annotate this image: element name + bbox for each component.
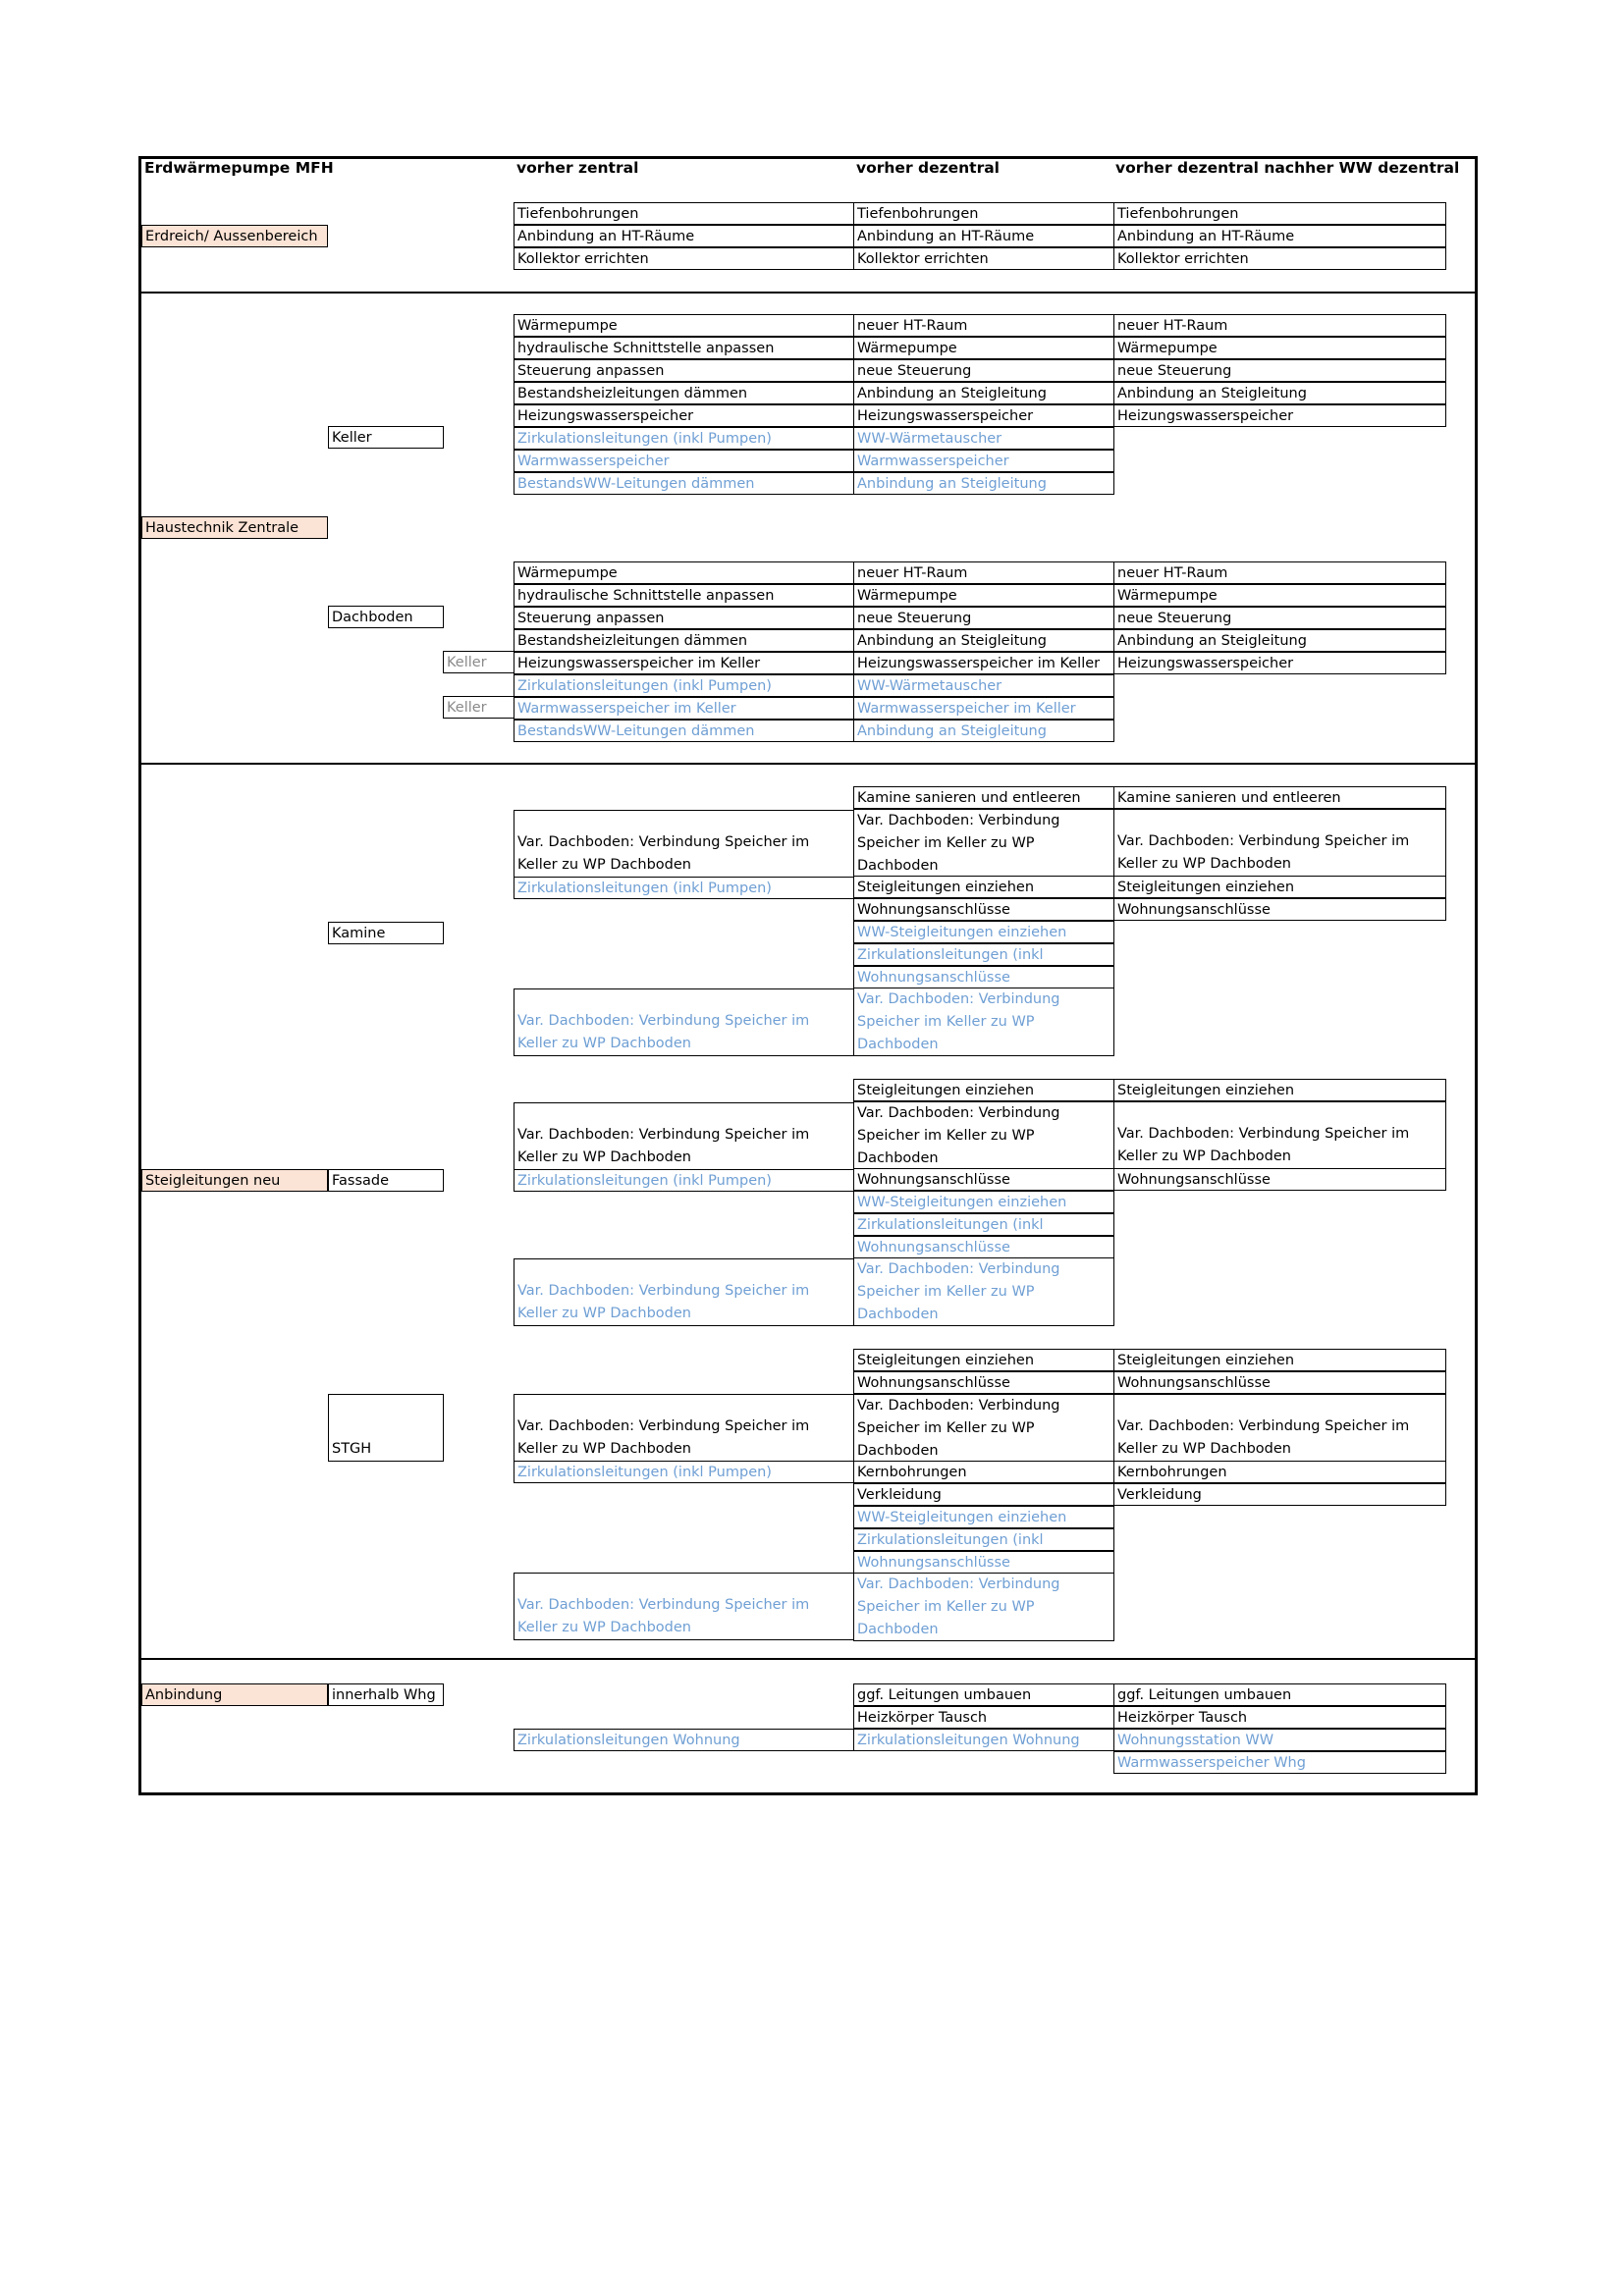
column-header-ww-dezentral: vorher dezentral nachher WW dezentral — [1115, 159, 1460, 177]
table-cell-ww: Wohnungsstation WW — [1113, 1729, 1446, 1751]
sub-label-fassade: Fassade — [328, 1169, 444, 1192]
table-cell: Anbindung an HT-Räume — [853, 225, 1114, 247]
table-cell-ww: Warmwasserspeicher Whg — [1113, 1751, 1446, 1774]
table-cell: Anbindung an HT-Räume — [1113, 225, 1446, 247]
section-label-haustechnik: Haustechnik Zentrale — [141, 516, 328, 539]
table-cell: Anbindung an Steigleitung — [853, 382, 1114, 404]
table-cell-ww: WW-Steigleitungen einziehen — [853, 1506, 1114, 1528]
table-cell-ww: Warmwasserspeicher — [853, 450, 1114, 472]
table-cell: Wärmepumpe — [853, 337, 1114, 359]
table-cell: Heizungswasserspeicher im Keller — [514, 652, 854, 674]
table-cell: Wärmepumpe — [1113, 337, 1446, 359]
table-cell: neuer HT-Raum — [853, 314, 1114, 337]
section-label-anbindung: Anbindung — [141, 1683, 328, 1706]
table-cell: Var. Dachboden: Verbindung Speicher im Keller zu WP Dachboden — [514, 810, 854, 878]
table-cell: neue Steuerung — [1113, 607, 1446, 629]
table-cell-ww: Anbindung an Steigleitung — [853, 472, 1114, 495]
table-cell: Steigleitungen einziehen — [1113, 1349, 1446, 1371]
table-cell-ww: Var. Dachboden: Verbindung Speicher im Keller zu WP Dachboden — [514, 1258, 854, 1326]
table-cell: Verkleidung — [1113, 1483, 1446, 1506]
section-divider — [138, 292, 1478, 294]
table-cell: Wohnungsanschlüsse — [853, 898, 1114, 921]
table-cell: Bestandsheizleitungen dämmen — [514, 629, 854, 652]
sub-label-innerhalb-whg: innerhalb Whg — [328, 1683, 444, 1706]
table-cell: Tiefenbohrungen — [1113, 202, 1446, 225]
table-cell: Tiefenbohrungen — [853, 202, 1114, 225]
table-cell: Kernbohrungen — [1113, 1461, 1446, 1483]
table-cell: Var. Dachboden: Verbindung Speicher im Keller zu WP Dachboden — [853, 1101, 1114, 1169]
table-cell: Var. Dachboden: Verbindung Speicher im Keller zu WP Dachboden — [514, 1394, 854, 1462]
table-cell: Kollektor errichten — [514, 247, 854, 270]
column-header-vorher-zentral: vorher zentral — [516, 159, 639, 177]
table-cell: Var. Dachboden: Verbindung Speicher im Keller zu WP Dachboden — [1113, 809, 1446, 877]
table-cell: Wohnungsanschlüsse — [1113, 1168, 1446, 1191]
table-cell: Var. Dachboden: Verbindung Speicher im Keller zu WP Dachboden — [853, 1394, 1114, 1462]
table-cell-ww: Zirkulationsleitungen (inkl Pumpen) — [514, 674, 854, 697]
table-cell: Wohnungsanschlüsse — [853, 1371, 1114, 1394]
table-cell-ww: WW-Wärmetauscher — [853, 674, 1114, 697]
table-cell: Wohnungsanschlüsse — [1113, 898, 1446, 921]
table-cell: Var. Dachboden: Verbindung Speicher im Keller zu WP Dachboden — [1113, 1101, 1446, 1169]
table-cell: Wärmepumpe — [514, 561, 854, 584]
table-cell-ww: WW-Wärmetauscher — [853, 427, 1114, 450]
table-cell-ww: Wohnungsanschlüsse — [853, 1236, 1114, 1258]
table-cell-ww: WW-Steigleitungen einziehen — [853, 1191, 1114, 1213]
table-cell-ww: BestandsWW-Leitungen dämmen — [514, 720, 854, 742]
sheet-title: Erdwärmepumpe MFH — [144, 159, 334, 177]
table-cell: Kollektor errichten — [853, 247, 1114, 270]
table-cell: neuer HT-Raum — [1113, 314, 1446, 337]
table-cell: Kamine sanieren und entleeren — [1113, 786, 1446, 809]
table-cell: Heizkörper Tausch — [1113, 1706, 1446, 1729]
table-cell: Anbindung an Steigleitung — [853, 629, 1114, 652]
section-label-steigleitungen: Steigleitungen neu — [141, 1169, 328, 1192]
table-cell: neue Steuerung — [853, 607, 1114, 629]
sub-label-keller-small: Keller — [443, 696, 514, 719]
table-cell: Heizkörper Tausch — [853, 1706, 1114, 1729]
table-cell: Tiefenbohrungen — [514, 202, 854, 225]
table-cell: ggf. Leitungen umbauen — [1113, 1683, 1446, 1706]
section-label-erdreich: Erdreich/ Aussenbereich — [141, 225, 328, 247]
sub-label-keller: Keller — [328, 426, 444, 449]
table-cell: Wohnungsanschlüsse — [853, 1168, 1114, 1191]
table-cell: Steigleitungen einziehen — [1113, 1079, 1446, 1101]
table-cell: ggf. Leitungen umbauen — [853, 1683, 1114, 1706]
table-cell-ww: Zirkulationsleitungen (inkl — [853, 1528, 1114, 1551]
table-cell-ww: Var. Dachboden: Verbindung Speicher im Keller zu WP Dachboden — [514, 1573, 854, 1640]
table-cell: Steigleitungen einziehen — [853, 876, 1114, 898]
table-cell: Heizungswasserspeicher — [514, 404, 854, 427]
table-cell: Heizungswasserspeicher — [853, 404, 1114, 427]
table-cell: hydraulische Schnittstelle anpassen — [514, 337, 854, 359]
table-cell-ww: Wohnungsanschlüsse — [853, 1551, 1114, 1574]
table-cell: neue Steuerung — [1113, 359, 1446, 382]
table-cell: Steuerung anpassen — [514, 607, 854, 629]
table-cell: Wärmepumpe — [514, 314, 854, 337]
table-cell: Verkleidung — [853, 1483, 1114, 1506]
sub-label-dachboden: Dachboden — [328, 606, 444, 628]
table-cell: Kollektor errichten — [1113, 247, 1446, 270]
table-cell-ww: Zirkulationsleitungen (inkl Pumpen) — [514, 1461, 854, 1483]
table-cell-ww: Var. Dachboden: Verbindung Speicher im Keller zu WP Dachboden — [853, 1257, 1114, 1326]
table-cell: Var. Dachboden: Verbindung Speicher im Keller zu WP Dachboden — [853, 809, 1114, 877]
table-cell: Anbindung an HT-Räume — [514, 225, 854, 247]
table-cell-ww: Zirkulationsleitungen (inkl Pumpen) — [514, 877, 854, 899]
table-cell-ww: BestandsWW-Leitungen dämmen — [514, 472, 854, 495]
table-cell-ww: Var. Dachboden: Verbindung Speicher im Keller zu WP Dachboden — [853, 1573, 1114, 1641]
table-cell-ww: Anbindung an Steigleitung — [853, 720, 1114, 742]
table-cell-ww: Zirkulationsleitungen (inkl Pumpen) — [514, 427, 854, 450]
table-cell: Steigleitungen einziehen — [853, 1349, 1114, 1371]
table-cell: Steuerung anpassen — [514, 359, 854, 382]
table-cell: neuer HT-Raum — [1113, 561, 1446, 584]
table-cell-ww: Zirkulationsleitungen Wohnung — [853, 1729, 1114, 1751]
table-cell-ww: Zirkulationsleitungen (inkl Pumpen) — [514, 1169, 854, 1192]
table-cell-ww: Var. Dachboden: Verbindung Speicher im Keller zu WP Dachboden — [514, 988, 854, 1056]
table-cell: Bestandsheizleitungen dämmen — [514, 382, 854, 404]
table-cell: Heizungswasserspeicher im Keller — [853, 652, 1114, 674]
table-cell-ww: Warmwasserspeicher im Keller — [514, 697, 854, 720]
table-cell-ww: WW-Steigleitungen einziehen — [853, 921, 1114, 943]
table-cell-ww: Warmwasserspeicher im Keller — [853, 697, 1114, 720]
table-cell: Steigleitungen einziehen — [1113, 876, 1446, 898]
table-cell: neue Steuerung — [853, 359, 1114, 382]
table-cell-ww: Zirkulationsleitungen (inkl — [853, 1213, 1114, 1236]
table-cell: Heizungswasserspeicher — [1113, 652, 1446, 674]
table-cell: Wärmepumpe — [853, 584, 1114, 607]
section-divider — [138, 1658, 1478, 1660]
table-cell: Wärmepumpe — [1113, 584, 1446, 607]
table-cell: Anbindung an Steigleitung — [1113, 629, 1446, 652]
column-header-vorher-dezentral: vorher dezentral — [856, 159, 1000, 177]
table-cell: neuer HT-Raum — [853, 561, 1114, 584]
table-cell: Var. Dachboden: Verbindung Speicher im Keller zu WP Dachboden — [1113, 1394, 1446, 1462]
sub-label-stgh: STGH — [328, 1394, 444, 1462]
table-cell: hydraulische Schnittstelle anpassen — [514, 584, 854, 607]
sub-label-keller-small: Keller — [443, 651, 514, 673]
table-cell-ww: Warmwasserspeicher — [514, 450, 854, 472]
table-cell: Wohnungsanschlüsse — [1113, 1371, 1446, 1394]
table-cell-ww: Zirkulationsleitungen (inkl — [853, 943, 1114, 966]
table-cell: Var. Dachboden: Verbindung Speicher im Keller zu WP Dachboden — [514, 1102, 854, 1170]
table-cell: Anbindung an Steigleitung — [1113, 382, 1446, 404]
table-cell: Steigleitungen einziehen — [853, 1079, 1114, 1101]
section-divider — [138, 763, 1478, 765]
table-cell: Heizungswasserspeicher — [1113, 404, 1446, 427]
table-cell: Kernbohrungen — [853, 1461, 1114, 1483]
table-cell-ww: Var. Dachboden: Verbindung Speicher im Keller zu WP Dachboden — [853, 988, 1114, 1056]
table-cell-ww: Wohnungsanschlüsse — [853, 966, 1114, 988]
table-cell: Kamine sanieren und entleeren — [853, 786, 1114, 809]
sub-label-kamine: Kamine — [328, 922, 444, 944]
table-cell-ww: Zirkulationsleitungen Wohnung — [514, 1729, 854, 1751]
